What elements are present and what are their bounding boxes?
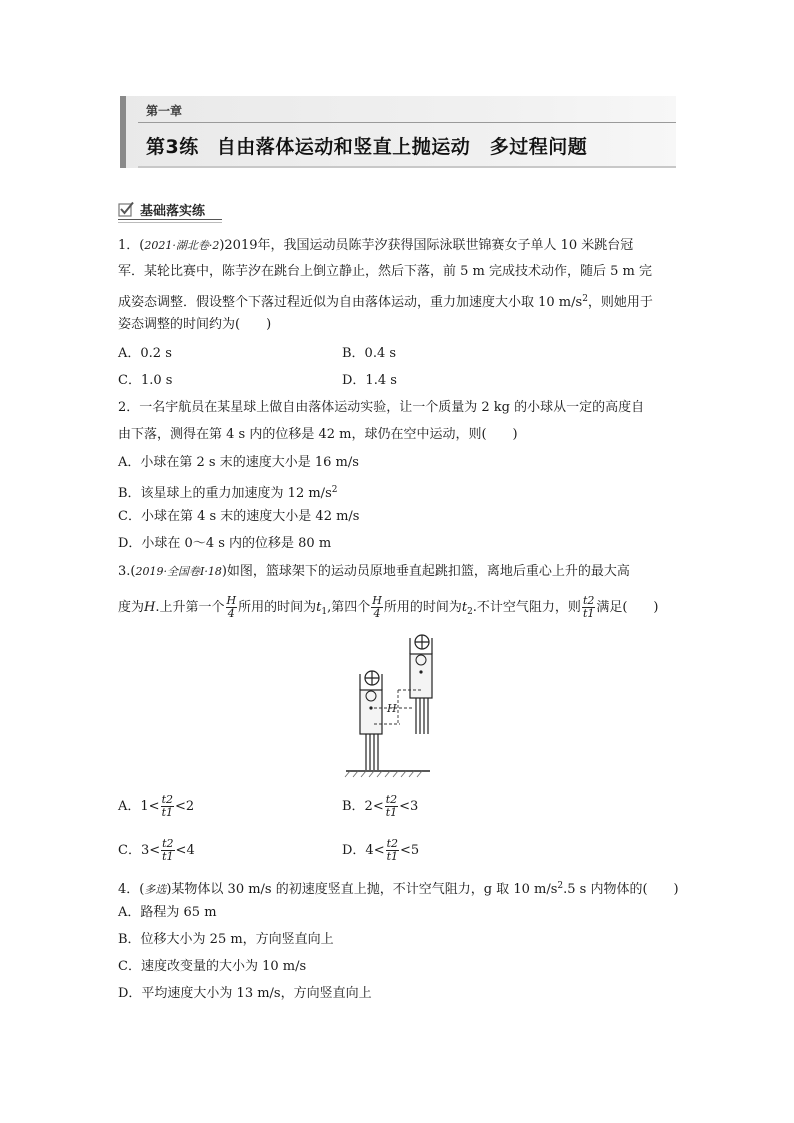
q2-option-b: B．该星球上的重力加速度为 12 $m/s^2$	[118, 485, 338, 501]
q1-line-3: 成姿态调整．假设整个下落过程近似为自由落体运动，重力加速度大小取 10 $m/s^2$，则她用于	[118, 294, 653, 310]
q2-line-2: 由下落，测得在第 4 s 内的位移是 42 m，球仍在空中运动，则( )	[118, 427, 518, 442]
q2-option-a: A．小球在第 2 s 末的速度大小是 16 m/s	[118, 455, 359, 470]
q3-line-2: 度为H.上升第一个 $\frac{H}{4}$ 所用的时间为$t_1$,第四个 $\frac{H}{4}$ 所用的时间为$t_2$.不计空气阻力，则 $\frac{t2}{t1}$ 满足( )	[118, 594, 659, 620]
q3-option-d: D．4< $\frac{t2}{t1}$ <5	[342, 837, 420, 863]
q4-option-a: A．路程为 65 m	[118, 905, 217, 920]
header-accent-bar	[120, 96, 126, 168]
q1-option-c: C．1.0 s	[118, 373, 173, 388]
q1-line-1: 1．(2021·湖北卷·2)2019年，我国运动员陈芋汐获得国际泳联世锦赛女子单人 10 米跳台冠	[118, 238, 634, 253]
fraction-h-over-4-second: $\frac{H}{4}$	[372, 594, 382, 620]
q3-option-c: C．3< $\frac{t2}{t1}$ <4	[118, 837, 195, 863]
section-underline-light	[118, 222, 222, 223]
q3-line-1: 3.(2019·全国卷Ⅰ·18)如图，篮球架下的运动员原地垂直起跳扣篮，离地后重心上升的最大高	[118, 564, 630, 579]
q4-line-1: 4．(多选)某物体以 30 m/s 的初速度竖直上抛，不计空气阻力，g 取 10 $m/s^2.5$ s 内物体的( )	[118, 881, 679, 897]
q3-option-a: A．1< $\frac{t2}{t1}$ <2	[118, 793, 195, 819]
q2-option-c: C．小球在第 4 s 末的速度大小是 42 m/s	[118, 509, 360, 524]
checkbox-icon	[118, 201, 134, 217]
section-label: 基础落实练	[140, 203, 206, 219]
q4-option-c: C．速度改变量的大小为 10 m/s	[118, 959, 307, 974]
q1-line-2: 军．某轮比赛中，陈芋汐在跳台上倒立静止，然后下落，前 5 m 完成技术动作，随后 5 m 完	[118, 264, 652, 279]
q2-option-d: D．小球在 0～4 s 内的位移是 80 m	[118, 536, 332, 551]
q4-option-b: B．位移大小为 25 m，方向竖直向上	[118, 932, 334, 947]
header-rule	[138, 122, 676, 123]
page-title	[146, 132, 587, 159]
q1-option-b: B．0.4 s	[342, 346, 397, 361]
height-label: H	[387, 702, 397, 715]
q1-line-4: 姿态调整的时间约为( )	[118, 317, 272, 332]
chapter-header	[120, 96, 676, 168]
basketball-jump-figure	[340, 628, 490, 778]
q3-source: 2019·全国卷Ⅰ·18	[135, 565, 222, 578]
exercise-title: 自由落体运动和竖直上抛运动 多过程问题	[216, 136, 588, 158]
section-underline	[118, 219, 222, 220]
q4-option-d: D．平均速度大小为 13 m/s，方向竖直向上	[118, 986, 372, 1001]
q4-source: 多选	[144, 883, 167, 896]
q2-line-1: 2．一名宇航员在某星球上做自由落体运动实验，让一个质量为 2 kg 的小球从一定的高度自	[118, 400, 645, 415]
q1-option-d: D．1.4 s	[342, 373, 397, 388]
q1-option-a: A．0.2 s	[118, 346, 172, 361]
q1-source: 2021·湖北卷·2	[144, 239, 220, 252]
chapter-label: 第一章	[146, 104, 183, 118]
exercise-number: 第3练	[146, 136, 199, 158]
header-bottom-rule	[138, 166, 676, 168]
section-heading	[118, 198, 205, 220]
q3-option-b: B．2< $\frac{t2}{t1}$ <3	[342, 793, 419, 819]
fraction-h-over-4: $\frac{H}{4}$	[226, 594, 237, 620]
fraction-t2-over-t1: $\frac{t2}{t1}$	[582, 594, 595, 620]
